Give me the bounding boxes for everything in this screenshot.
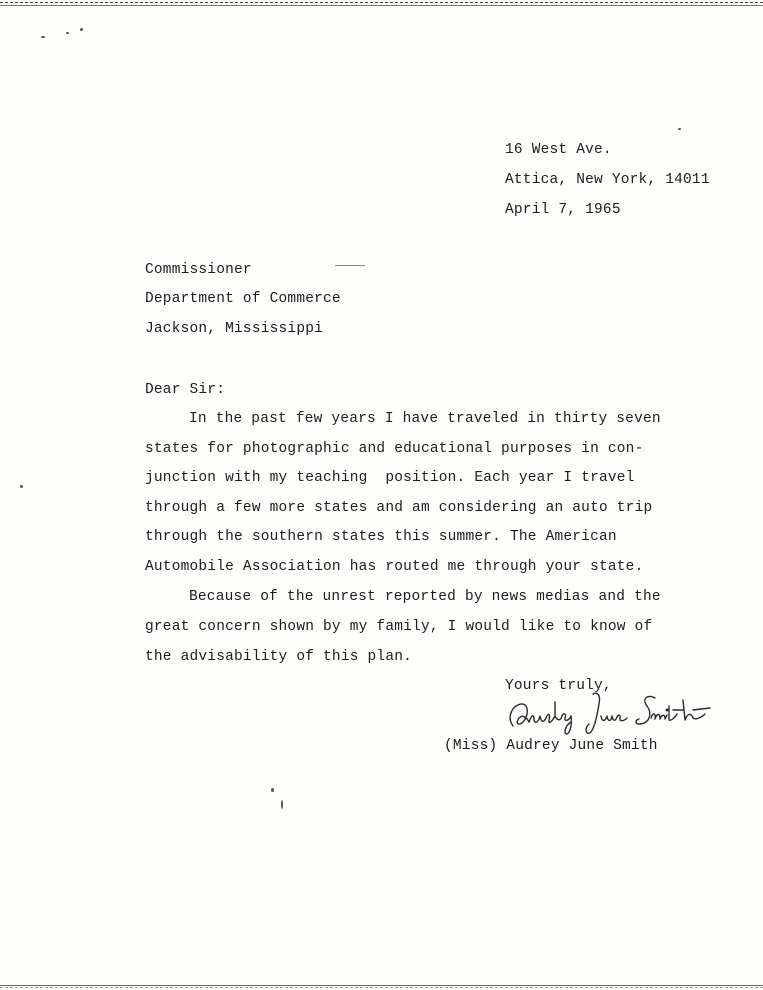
- body-line-4: through a few more states and am considering an auto trip: [145, 500, 653, 516]
- scan-streak: [335, 265, 365, 266]
- scan-speck: [20, 485, 23, 488]
- scan-speck: [41, 36, 45, 38]
- scan-speck: [271, 788, 274, 792]
- scan-speck: [66, 32, 69, 34]
- body-line-8: great concern shown by my family, I would like to know of: [145, 619, 653, 635]
- recipient-location: Jackson, Mississippi: [145, 321, 324, 337]
- return-city-state-zip: Attica, New York, 14011: [505, 172, 710, 188]
- salutation: Dear Sir:: [145, 382, 226, 398]
- body-line-1: In the past few years I have traveled in thirty seven: [189, 411, 661, 427]
- scan-speck: [281, 800, 283, 809]
- letter-date: April 7, 1965: [505, 202, 621, 218]
- body-line-5: through the southern states this summer. The American: [145, 529, 617, 545]
- return-street: 16 West Ave.: [505, 142, 612, 158]
- scan-speck: [678, 128, 681, 130]
- recipient-department: Department of Commerce: [145, 291, 341, 307]
- body-line-9: the advisability of this plan.: [145, 649, 413, 665]
- complimentary-close: Yours truly,: [505, 678, 612, 694]
- handwritten-signature: [505, 688, 715, 743]
- recipient-title: Commissioner: [145, 262, 252, 278]
- scan-edge-top: [0, 2, 763, 6]
- body-line-2: states for photographic and educational purposes in con-: [145, 441, 644, 457]
- body-line-6: Automobile Association has routed me through your state.: [145, 559, 644, 575]
- body-line-3: junction with my teaching position. Each year I travel: [145, 470, 635, 486]
- scan-edge-bottom: [0, 985, 763, 988]
- scan-speck: [80, 28, 83, 31]
- typed-signature-name: (Miss) Audrey June Smith: [444, 738, 658, 754]
- body-line-7: Because of the unrest reported by news medias and the: [189, 589, 661, 605]
